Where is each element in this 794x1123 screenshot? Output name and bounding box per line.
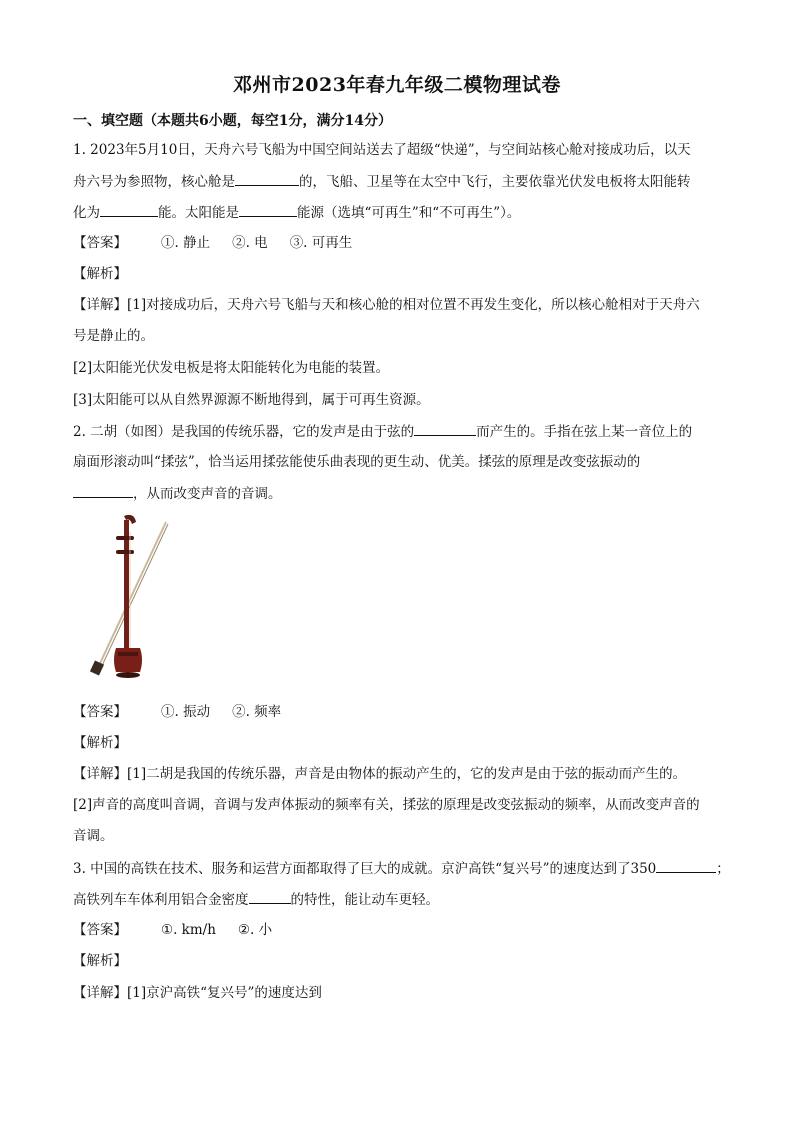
q1-analysis-label: 【解析】 — [73, 266, 127, 282]
q3-detail-text: [1]京沪高铁“复兴号”的速度达到 — [127, 985, 322, 1001]
q1-text: 能。太阳能是 — [158, 205, 239, 221]
q3-answer-line — [73, 920, 272, 940]
erhu-illustration — [88, 512, 178, 682]
erhu-peg — [116, 550, 134, 554]
q3-line-2 — [73, 889, 439, 910]
q1-answer-2: ②. 电 — [232, 235, 268, 251]
erhu-base — [116, 672, 140, 678]
q2-line-1 — [73, 421, 692, 442]
q1-blank-1 — [235, 171, 299, 186]
q3-blank-2 — [249, 889, 291, 904]
q2-blank-1 — [414, 421, 476, 436]
q1-line-1: 1. 2023年5月10日，天舟六号飞船为中国空间站送去了超级“快递”，与空间站核心舱对接成功后，以天 — [73, 142, 691, 158]
page-title: 邓州市2023年春九年级二模物理试卷 — [233, 74, 561, 96]
q1-answer-3: ③. 可再生 — [289, 235, 353, 251]
q3-text: 的特性，能让动车更轻。 — [290, 892, 439, 908]
q1-text: 舟六号为参照物，核心舱是 — [73, 174, 235, 190]
q1-detail-1 — [73, 295, 700, 315]
q2-answer-1: ①. 振动 — [161, 704, 211, 720]
detail-label: 【详解】 — [73, 766, 127, 782]
q1-blank-3 — [239, 202, 297, 217]
bow-frog — [90, 660, 104, 675]
q1-line-3 — [73, 202, 520, 223]
erhu-soundbox — [114, 648, 142, 672]
detail-label: 【详解】 — [73, 297, 127, 313]
q2-text: 而产生的。手指在弦上某一音位上的 — [476, 424, 693, 440]
q1-line-2 — [73, 171, 691, 192]
q1-text: 化为 — [73, 205, 100, 221]
q3-text: 高铁列车车体利用铝合金密度 — [73, 892, 249, 908]
q1-answer-1: ①. 静止 — [161, 235, 211, 251]
q3-answer-2: ②. 小 — [237, 922, 273, 938]
q2-answer-2: ②. 频率 — [232, 704, 282, 720]
detail-label: 【详解】 — [73, 985, 127, 1001]
q2-answer-line — [73, 702, 281, 722]
q1-text: 能源（选填“可再生”和“不可再生”）。 — [297, 205, 521, 221]
q3-text: 3. 中国的高铁在技术、服务和运营方面都取得了巨大的成就。京沪高铁“复兴号”的速度达到了350 — [73, 861, 657, 877]
answer-label: 【答案】 — [73, 922, 127, 938]
q2-text: ，从而改变声音的音调。 — [133, 486, 282, 502]
q3-text: ； — [716, 861, 730, 877]
q1-detail-text: [1]对接成功后，天舟六号飞船与天和核心舱的相对位置不再发生变化，所以核心舱相对于天舟六 — [127, 297, 700, 313]
answer-label: 【答案】 — [73, 235, 127, 251]
q1-detail-2: [2]太阳能光伏发电板是将太阳能转化为电能的装置。 — [73, 360, 390, 376]
q2-detail-text: [1]二胡是我国的传统乐器，声音是由物体的振动产生的，它的发声是由于弦的振动而产生的。 — [127, 766, 687, 782]
q3-detail-1 — [73, 983, 322, 1003]
q3-answer-1: ①. km/h — [161, 922, 216, 938]
q2-analysis-label: 【解析】 — [73, 735, 127, 751]
q3-blank-1 — [656, 858, 716, 873]
q1-answer-line — [73, 233, 352, 253]
q2-text: 2. 二胡（如图）是我国的传统乐器，它的发声是由于弦的 — [73, 424, 415, 440]
q2-blank-2 — [73, 483, 133, 498]
answer-label: 【答案】 — [73, 704, 127, 720]
q3-line-1 — [73, 858, 730, 879]
q2-detail-1 — [73, 764, 686, 784]
q1-blank-2 — [100, 202, 158, 217]
q1-detail-3: [3]太阳能可以从自然界源源不断地得到，属于可再生资源。 — [73, 392, 430, 408]
section-heading: 一、填空题（本题共6小题，每空1分，满分14分） — [73, 113, 392, 129]
q1-text: 的，飞船、卫星等在太空中飞行，主要依靠光伏发电板将太阳能转 — [299, 174, 691, 190]
q2-line-3 — [73, 483, 282, 504]
erhu-soundbox-band — [118, 652, 138, 656]
q1-detail-1b: 号是静止的。 — [73, 328, 154, 344]
q2-line-2: 扇面形滚动叫“揉弦”，恰当运用揉弦能使乐曲表现的更生动、优美。揉弦的原理是改变弦振动的 — [73, 454, 641, 470]
q2-detail-2: [2]声音的高度叫音调，音调与发声体振动的频率有关，揉弦的原理是改变弦振动的频率，从而改变声音的 — [73, 797, 700, 813]
erhu-peg — [116, 536, 134, 540]
q3-analysis-label: 【解析】 — [73, 953, 127, 969]
q2-detail-2b: 音调。 — [73, 828, 114, 844]
